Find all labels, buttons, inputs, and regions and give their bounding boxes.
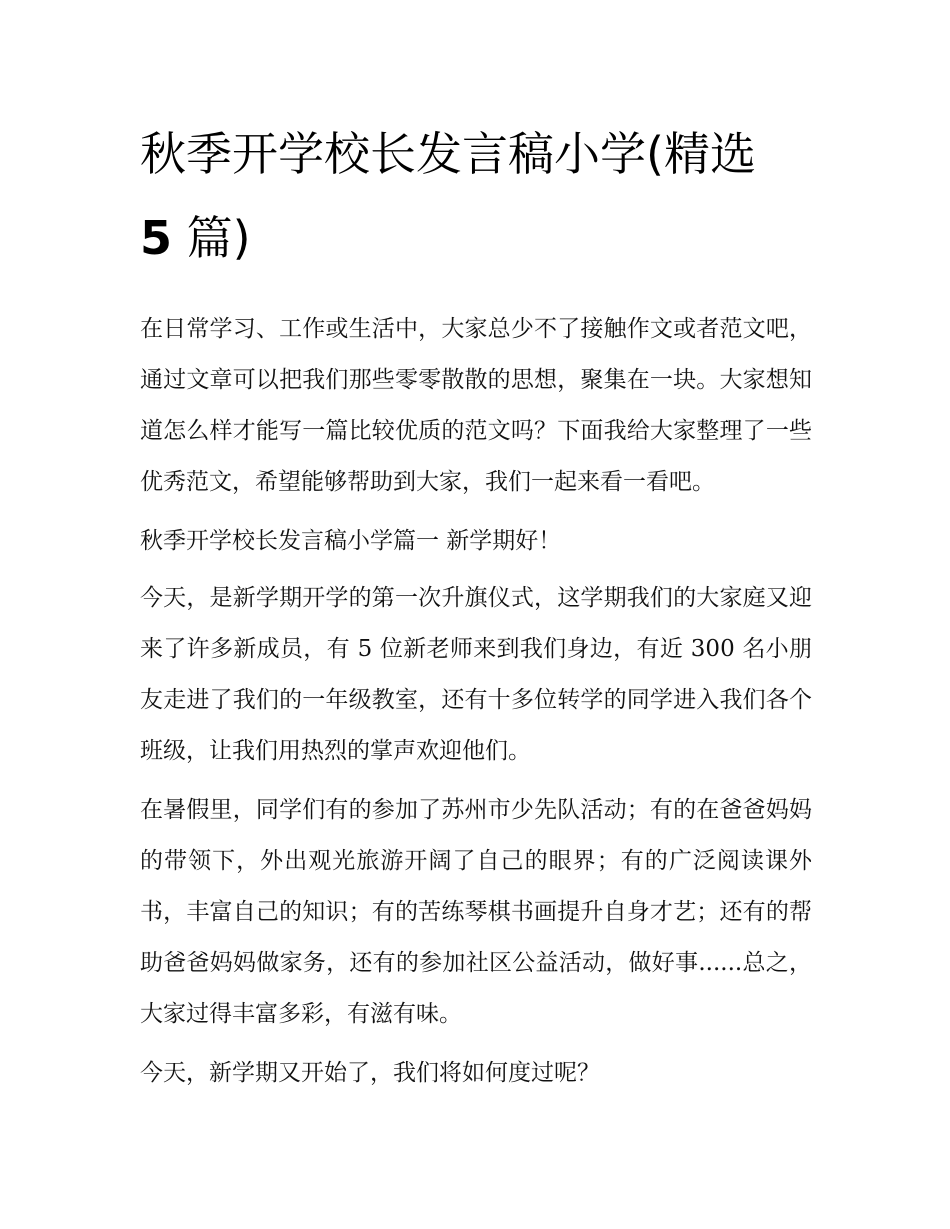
section-heading-paragraph: 秋季开学校长发言稿小学篇一 新学期好！ [140, 528, 562, 554]
intro-paragraph: 在日常学习、工作或生活中，大家总少不了接触作文或者范文吧，通过文章可以把我们那些零零散散的思想，聚集在一块。大家想知道怎么样才能写一篇比较优质的范文吗？下面我给大家整理了一些优秀范文，希望能够帮助到大家，我们一起来看一看吧。 [140, 316, 812, 495]
document-body [140, 112, 812, 1107]
title-line-1: 秋季开学校长发言稿小学(精选 [140, 127, 756, 181]
body-paragraph: 在暑假里，同学们有的参加了苏州市少先队活动；有的在爸爸妈妈的带领下，外出观光旅游开阔了自己的眼界；有的广泛阅读课外书，丰富自己的知识；有的苦练琴棋书画提升自身才艺；还有的帮助爸爸妈妈做家务，还有的参加社区公益活动，做好事......总之，大家过得丰富多彩，有滋有味。 [140, 797, 812, 1027]
document-title [140, 112, 812, 280]
title-number: 5 [140, 211, 173, 265]
body-paragraph: 今天，新学期又开始了，我们将如何度过呢？ [140, 1060, 600, 1086]
title-line-2: 篇) [172, 211, 251, 265]
body-paragraph: 今天，是新学期开学的第一次升旗仪式，这学期我们的大家庭又迎来了许多新成员，有 5 位新老师来到我们身边，有近 300 名小朋友走进了我们的一年级教室，还有十多位转学的同学进入我们各个班级，让我们用热烈的掌声欢迎他们。 [140, 585, 812, 764]
